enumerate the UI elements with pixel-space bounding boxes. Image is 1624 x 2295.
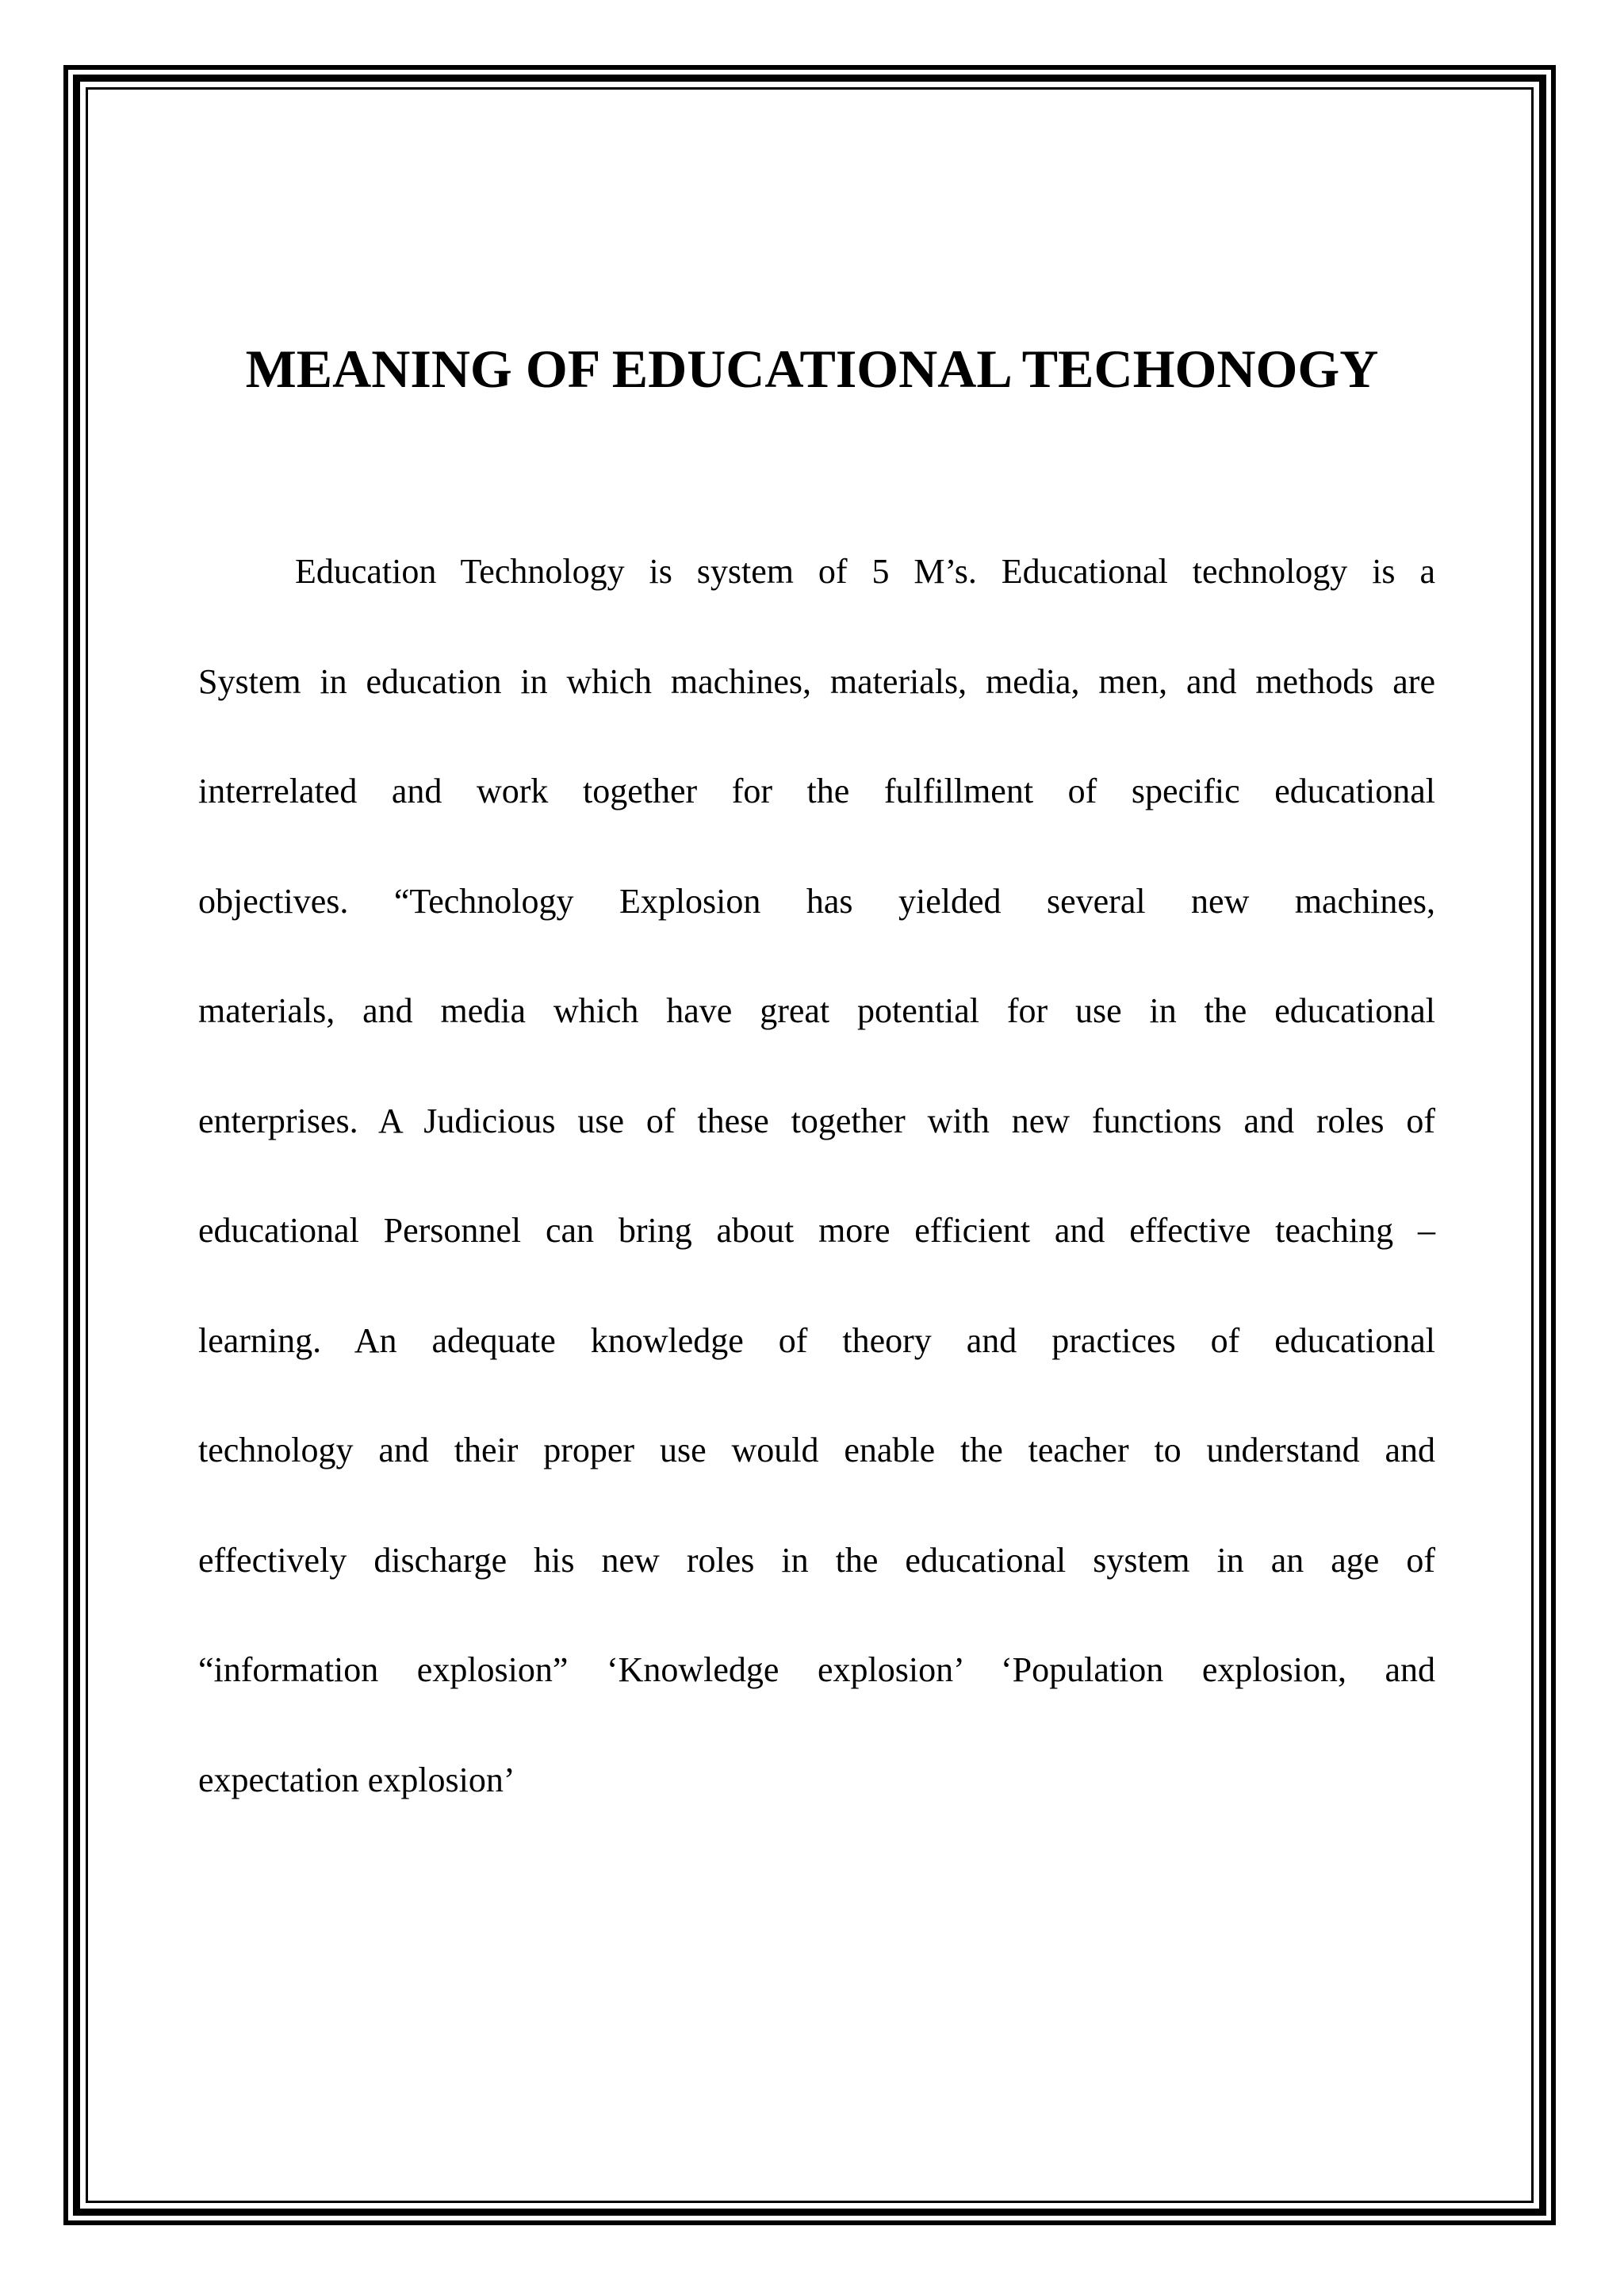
paragraph-line: expectation explosion’ (198, 1760, 515, 1799)
paragraph-line: enterprises. A Judicious use of these together with new functions and roles of (198, 1101, 1435, 1140)
paragraph-line: effectively discharge his new roles in the educational system in an age of (198, 1540, 1435, 1580)
paragraph-line: System in education in which machines, materials, media, men, and methods are (198, 661, 1435, 701)
paragraph-line: interrelated and work together for the fulfillment of specific educational (198, 772, 1435, 810)
body-paragraph (198, 517, 1435, 1835)
paragraph-line: materials, and media which have great potential for use in the educational (198, 991, 1435, 1030)
paragraph-line: learning. An adequate knowledge of theory and practices of educational (198, 1320, 1435, 1360)
paragraph-line: “information explosion” ‘Knowledge explosion’ ‘Population explosion, and (198, 1650, 1435, 1689)
paragraph-line: technology and their proper use would enable the teacher to understand and (198, 1431, 1435, 1469)
paragraph-line: objectives. “Technology Explosion has yielded several new machines, (198, 881, 1435, 921)
page-title: MEANING OF EDUCATIONAL TECHONOGY (245, 339, 1379, 399)
paragraph-line: Education Technology is system of 5 M’s. Educational technology is a (295, 552, 1435, 591)
paragraph-line: educational Personnel can bring about more efficient and effective teaching – (198, 1211, 1435, 1250)
